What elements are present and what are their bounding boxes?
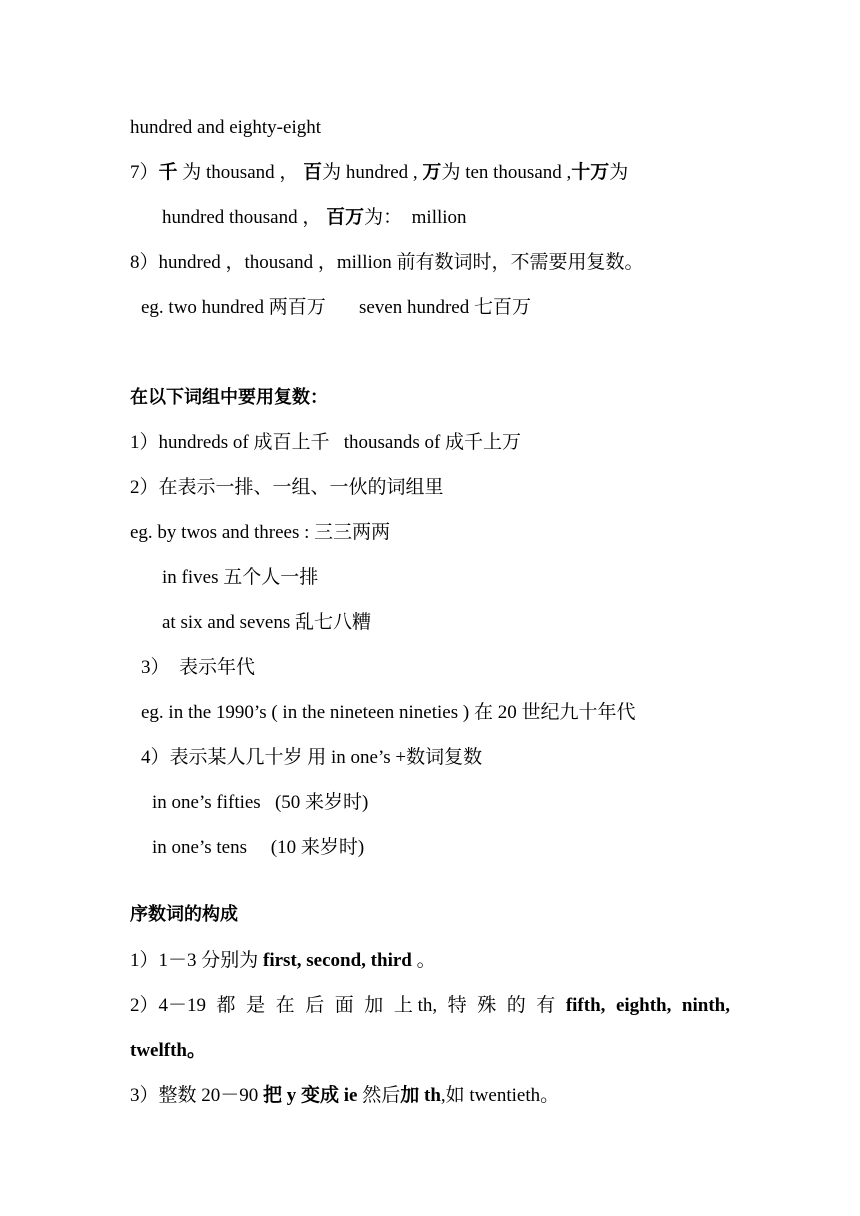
text-span: hundred thousand ， (162, 207, 322, 228)
text-line (130, 161, 628, 185)
text-line (162, 206, 467, 230)
text-line: in one’s tens (10 来岁时) (152, 837, 365, 858)
text-line: hundred and eighty-eight (130, 117, 322, 138)
text-line: 1）hundreds of 成百上千 thousands of 成千上万 (130, 432, 522, 453)
text-line (130, 949, 436, 973)
text-span: 为 (609, 162, 629, 183)
text-span: 有 (536, 995, 556, 1016)
emphasis: 百 (303, 162, 323, 183)
text-span: 都 (216, 995, 236, 1016)
list-number: 7） (130, 162, 159, 183)
section-heading: 在以下词组中要用复数： (130, 387, 328, 408)
text-span: 为 thousand ， (182, 162, 299, 183)
emphasis: 千 (158, 162, 178, 183)
text-span: 的 (506, 995, 526, 1016)
section-heading: 序数词的构成 (130, 904, 238, 925)
emphasis: 万 (422, 162, 442, 183)
text-line: twelfth。 (130, 1040, 206, 1061)
emphasis: 百万 (326, 207, 365, 228)
text-span: 加 (364, 995, 384, 1016)
text-span: 上 th, (393, 995, 438, 1016)
text-line: 4）表示某人几十岁 用 in one’s +数词复数 (141, 747, 483, 768)
emphasis: 加 th (400, 1085, 441, 1106)
text-span: 特 (447, 995, 467, 1016)
text-line: at six and sevens 乱七八糟 (162, 612, 371, 633)
text-span: 后 (305, 995, 325, 1016)
text-line: eg. by twos and threes : 三三两两 (130, 522, 391, 543)
emphasis: first, second, third (263, 950, 412, 971)
text-span: 为 hundred , (322, 162, 418, 183)
text-span: 1）1－3 分别为 (130, 950, 264, 971)
text-line: in fives 五个人一排 (162, 567, 319, 588)
emphasis: 把 y 变成 ie (263, 1085, 358, 1106)
text-span: 然后 (357, 1085, 401, 1106)
text-span: 为： million (364, 207, 467, 228)
text-line: eg. in the 1990’s ( in the nineteen nineties ) 在 20 世纪九十年代 (141, 702, 636, 723)
text-span: 。 (411, 950, 436, 971)
text-span: 在 (275, 995, 295, 1016)
text-line: 2）在表示一排、一组、一伙的词组里 (130, 477, 444, 498)
text-span: 是 (246, 995, 266, 1016)
emphasis: eighth, (615, 995, 672, 1016)
text-span: 殊 (477, 995, 497, 1016)
text-span: 面 (334, 995, 354, 1016)
text-line: eg. two hundred 两百万 seven hundred 七百万 (141, 297, 531, 318)
text-span: 为 ten thousand , (441, 162, 572, 183)
text-line (130, 1084, 559, 1108)
text-span: ,如 twentieth。 (440, 1085, 560, 1106)
text-span: 2）4－19 (130, 995, 207, 1016)
emphasis: fifth, (565, 995, 606, 1016)
emphasis: ninth, (681, 995, 730, 1016)
text-line: 8）hundred ，thousand ，million 前有数词时，不需要用复数。 (130, 252, 644, 273)
text-line: in one’s fifties (50 来岁时) (152, 792, 369, 813)
text-line-justified (130, 994, 730, 1018)
text-span: 3）整数 20－90 (130, 1085, 264, 1106)
emphasis: 十万 (571, 162, 610, 183)
text-line: 3） 表示年代 (141, 657, 256, 678)
